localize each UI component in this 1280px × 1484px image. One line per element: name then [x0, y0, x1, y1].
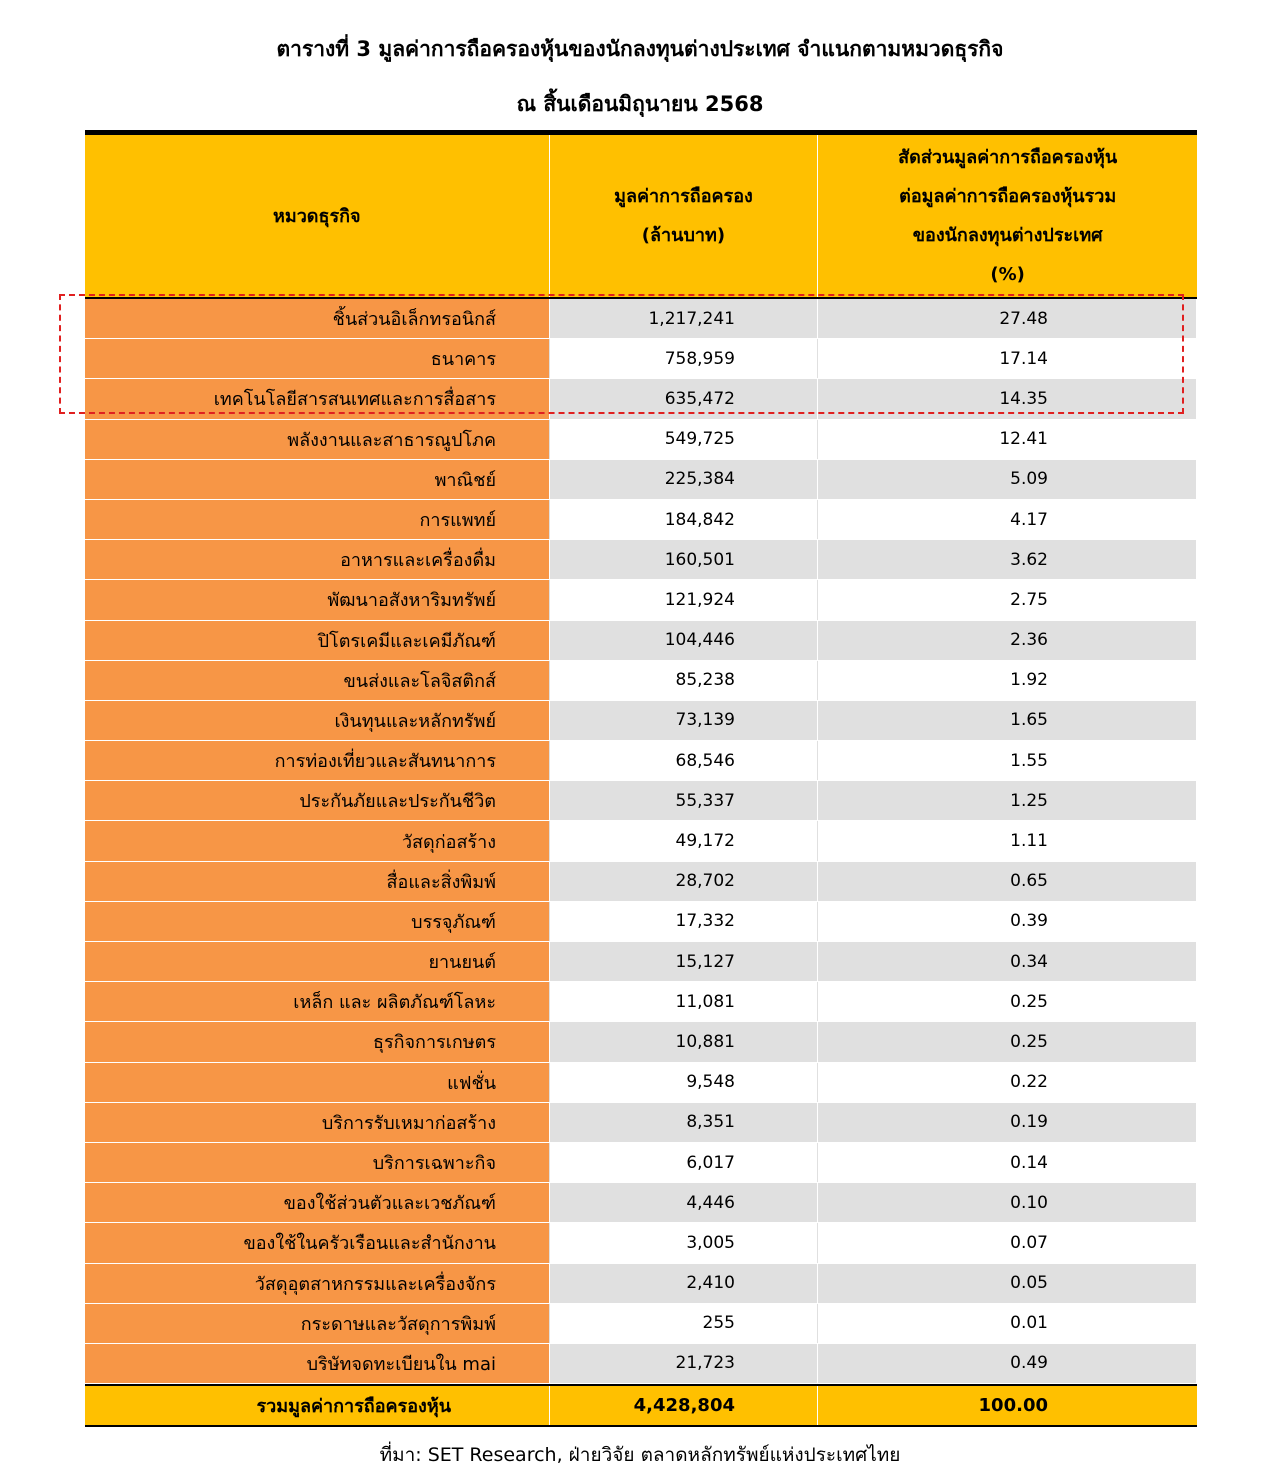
- share-cell: 1.92: [817, 661, 1196, 700]
- table-row: [85, 781, 1197, 821]
- share-cell: 0.07: [817, 1223, 1196, 1262]
- share-cell: 0.14: [817, 1143, 1196, 1182]
- value-cell: 9,548: [549, 1063, 817, 1102]
- table-row: [85, 1063, 1197, 1103]
- share-cell: 17.14: [817, 339, 1196, 378]
- header-value-line1: มูลค่าการถือครอง: [614, 186, 753, 207]
- table-row: [85, 1264, 1197, 1304]
- sector-cell: วัสดุอุตสาหกรรมและเครื่องจักร: [85, 1264, 549, 1303]
- value-cell: 55,337: [549, 781, 817, 820]
- share-cell: 0.39: [817, 902, 1196, 941]
- sector-cell: เหล็ก และ ผลิตภัณฑ์โลหะ: [85, 982, 549, 1021]
- sector-cell: ชิ้นส่วนอิเล็กทรอนิกส์: [85, 299, 549, 338]
- table-row: [85, 1344, 1197, 1384]
- value-cell: 121,924: [549, 580, 817, 619]
- value-cell: 549,725: [549, 420, 817, 459]
- share-cell: 0.19: [817, 1103, 1196, 1142]
- share-cell: 0.05: [817, 1264, 1196, 1303]
- table-row: [85, 1223, 1197, 1263]
- table-row: [85, 1183, 1197, 1223]
- sector-cell: ปิโตรเคมีและเคมีภัณฑ์: [85, 621, 549, 660]
- header-share-line4: (%): [990, 264, 1025, 285]
- sector-cell: บริการเฉพาะกิจ: [85, 1143, 549, 1182]
- value-cell: 28,702: [549, 862, 817, 901]
- table-row: [85, 540, 1197, 580]
- sector-cell: ธุรกิจการเกษตร: [85, 1022, 549, 1061]
- value-cell: 1,217,241: [549, 299, 817, 338]
- share-cell: 14.35: [817, 379, 1196, 418]
- sector-cell: บริการรับเหมาก่อสร้าง: [85, 1103, 549, 1142]
- sector-cell: ยานยนต์: [85, 942, 549, 981]
- table-row: [85, 661, 1197, 701]
- total-row: [85, 1384, 1197, 1427]
- header-value: [549, 135, 818, 297]
- value-cell: 8,351: [549, 1103, 817, 1142]
- source-note: ที่มา: SET Research, ฝ่ายวิจัย ตลาดหลักทรัพย์แห่งประเทศไทย: [379, 1444, 901, 1466]
- table-row: [85, 942, 1197, 982]
- sector-cell: วัสดุก่อสร้าง: [85, 821, 549, 860]
- sector-cell: สื่อและสิ่งพิมพ์: [85, 862, 549, 901]
- value-cell: 73,139: [549, 701, 817, 740]
- share-cell: 4.17: [817, 500, 1196, 539]
- total-share: 100.00: [817, 1386, 1196, 1425]
- share-cell: 2.75: [817, 580, 1196, 619]
- value-cell: 2,410: [549, 1264, 817, 1303]
- table-subtitle: ณ สิ้นเดือนมิถุนายน 2568: [516, 92, 764, 116]
- value-cell: 104,446: [549, 621, 817, 660]
- header-share-line3: ของนักลงทุนต่างประเทศ: [912, 225, 1103, 246]
- table-row: [85, 1022, 1197, 1062]
- header-share-line1: สัดส่วนมูลค่าการถือครองหุ้น: [898, 147, 1118, 168]
- table-header: [85, 135, 1197, 297]
- table-row: [85, 821, 1197, 861]
- sector-cell: ขนส่งและโลจิสติกส์: [85, 661, 549, 700]
- share-cell: 0.01: [817, 1304, 1196, 1343]
- table-row: [85, 379, 1197, 419]
- table-row: [85, 1304, 1197, 1344]
- share-cell: 12.41: [817, 420, 1196, 459]
- table-row: [85, 1103, 1197, 1143]
- share-cell: 5.09: [817, 460, 1196, 499]
- table-row: [85, 299, 1197, 339]
- sector-cell: แฟชั่น: [85, 1063, 549, 1102]
- share-cell: 3.62: [817, 540, 1196, 579]
- table-row: [85, 862, 1197, 902]
- share-cell: 0.22: [817, 1063, 1196, 1102]
- value-cell: 4,446: [549, 1183, 817, 1222]
- value-cell: 160,501: [549, 540, 817, 579]
- header-value-line2: (ล้านบาท): [641, 225, 726, 246]
- share-cell: 0.65: [817, 862, 1196, 901]
- header-sector: หมวดธุรกิจ: [272, 205, 361, 227]
- value-cell: 49,172: [549, 821, 817, 860]
- sector-cell: พัฒนาอสังหาริมทรัพย์: [85, 580, 549, 619]
- share-cell: 1.65: [817, 701, 1196, 740]
- sector-cell: พาณิชย์: [85, 460, 549, 499]
- share-cell: 0.49: [817, 1344, 1196, 1383]
- share-cell: 0.25: [817, 1022, 1196, 1061]
- header-share-line2: ต่อมูลค่าการถือครองหุ้นรวม: [899, 186, 1117, 207]
- table-row: [85, 420, 1197, 460]
- sector-cell: กระดาษและวัสดุการพิมพ์: [85, 1304, 549, 1343]
- table-row: [85, 500, 1197, 540]
- total-label: รวมมูลค่าการถือครองหุ้น: [256, 1396, 451, 1418]
- share-cell: 2.36: [817, 621, 1196, 660]
- sector-cell: บรรจุภัณฑ์: [85, 902, 549, 941]
- value-cell: 85,238: [549, 661, 817, 700]
- sector-cell: อาหารและเครื่องดื่ม: [85, 540, 549, 579]
- sector-cell: ธนาคาร: [85, 339, 549, 378]
- share-cell: 1.25: [817, 781, 1196, 820]
- sector-cell: เทคโนโลยีสารสนเทศและการสื่อสาร: [85, 379, 549, 418]
- share-cell: 27.48: [817, 299, 1196, 338]
- value-cell: 255: [549, 1304, 817, 1343]
- value-cell: 21,723: [549, 1344, 817, 1383]
- sector-cell: การท่องเที่ยวและสันทนาการ: [85, 741, 549, 780]
- sector-cell: เงินทุนและหลักทรัพย์: [85, 701, 549, 740]
- table-row: [85, 580, 1197, 620]
- sector-cell: ของใช้ในครัวเรือนและสำนักงาน: [85, 1223, 549, 1262]
- table-row: [85, 701, 1197, 741]
- sector-cell: ของใช้ส่วนตัวและเวชภัณฑ์: [85, 1183, 549, 1222]
- table-row: [85, 339, 1197, 379]
- table-title: ตารางที่ 3 มูลค่าการถือครองหุ้นของนักลงทุนต่างประเทศ จำแนกตามหมวดธุรกิจ: [276, 37, 1004, 61]
- table-body: [85, 299, 1197, 1384]
- value-cell: 6,017: [549, 1143, 817, 1182]
- table-row: [85, 460, 1197, 500]
- value-cell: 3,005: [549, 1223, 817, 1262]
- table-row: [85, 621, 1197, 661]
- share-cell: 0.34: [817, 942, 1196, 981]
- share-cell: 1.11: [817, 821, 1196, 860]
- table-row: [85, 741, 1197, 781]
- total-value: 4,428,804: [549, 1386, 817, 1425]
- sector-cell: บริษัทจดทะเบียนใน mai: [85, 1344, 549, 1383]
- table-row: [85, 982, 1197, 1022]
- value-cell: 184,842: [549, 500, 817, 539]
- value-cell: 15,127: [549, 942, 817, 981]
- table-row: [85, 902, 1197, 942]
- holdings-table: [85, 130, 1197, 1427]
- sector-cell: พลังงานและสาธารณูปโภค: [85, 420, 549, 459]
- sector-cell: ประกันภัยและประกันชีวิต: [85, 781, 549, 820]
- value-cell: 758,959: [549, 339, 817, 378]
- value-cell: 635,472: [549, 379, 817, 418]
- header-share: [817, 135, 1197, 297]
- value-cell: 17,332: [549, 902, 817, 941]
- value-cell: 11,081: [549, 982, 817, 1021]
- share-cell: 0.10: [817, 1183, 1196, 1222]
- table-row: [85, 1143, 1197, 1183]
- share-cell: 0.25: [817, 982, 1196, 1021]
- value-cell: 10,881: [549, 1022, 817, 1061]
- sector-cell: การแพทย์: [85, 500, 549, 539]
- share-cell: 1.55: [817, 741, 1196, 780]
- value-cell: 225,384: [549, 460, 817, 499]
- value-cell: 68,546: [549, 741, 817, 780]
